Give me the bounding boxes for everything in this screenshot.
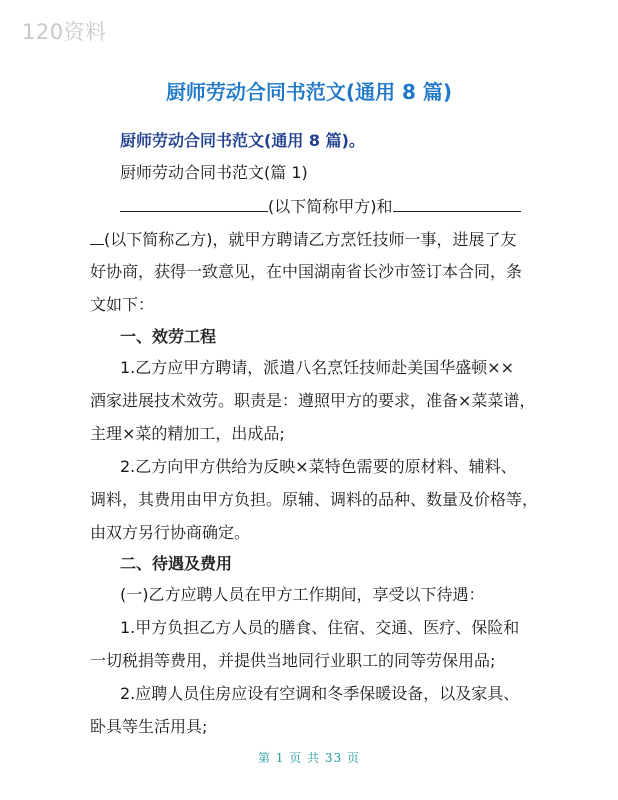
paragraph-line: 1.甲方负担乙方人员的膳食、住宿、交通、医疗、保险和	[120, 618, 520, 637]
paragraph-line: 1.乙方应甲方聘请，派遣八名烹饪技师赴美国华盛顿××	[120, 358, 515, 377]
paragraph-line: 2.应聘人员住房应设有空调和冬季保暖设备，以及家具、	[120, 684, 520, 703]
paragraph-line: 2.乙方向甲方供给为反映×菜特色需要的原材料、辅料、	[120, 457, 517, 476]
paragraph-line: 卧具等生活用具;	[90, 717, 208, 736]
party-a-blank	[120, 195, 268, 212]
document-subtitle: 厨师劳动合同书范文(通用 8 篇)。	[120, 131, 365, 150]
body-line: 文如下：	[90, 295, 155, 314]
document-title: 厨师劳动合同书范文(通用 8 篇)	[165, 80, 453, 104]
body-line: 好协商，获得一致意见，在中国湖南省长沙市签订本合同，条	[90, 262, 523, 281]
section-heading: 一、效劳工程	[120, 327, 217, 346]
body-line	[90, 228, 517, 251]
page-footer: 第 1 页 共 33 页	[258, 751, 360, 765]
party-b-blank-end	[90, 228, 104, 245]
party-line	[120, 195, 521, 218]
party-a-suffix: (以下简称甲方)和	[268, 197, 393, 216]
section-label: 厨师劳动合同书范文(篇 1)	[120, 163, 308, 182]
paragraph-line: 主理×菜的精加工，出成品;	[90, 424, 285, 443]
watermark-logo: 120资料	[22, 20, 107, 44]
paragraph-line: 调料，其费用由甲方负担。原辅、调料的品种、数量及价格等，	[90, 490, 539, 509]
section-heading: 二、待遇及费用	[120, 554, 233, 573]
paragraph-line: 酒家进展技术效劳。职责是：遵照甲方的要求，准备×菜菜谱，	[90, 391, 536, 410]
paragraph-line: (一)乙方应聘人员在甲方工作期间，享受以下待遇：	[120, 585, 485, 604]
body-line-text: (以下简称乙方)，就甲方聘请乙方烹饪技师一事，进展了友	[104, 230, 517, 249]
party-b-blank	[393, 195, 521, 212]
paragraph-line: 一切税捐等费用，并提供当地同行业职工的同等劳保用品;	[90, 651, 496, 670]
paragraph-line: 由双方另行协商确定。	[90, 523, 251, 542]
